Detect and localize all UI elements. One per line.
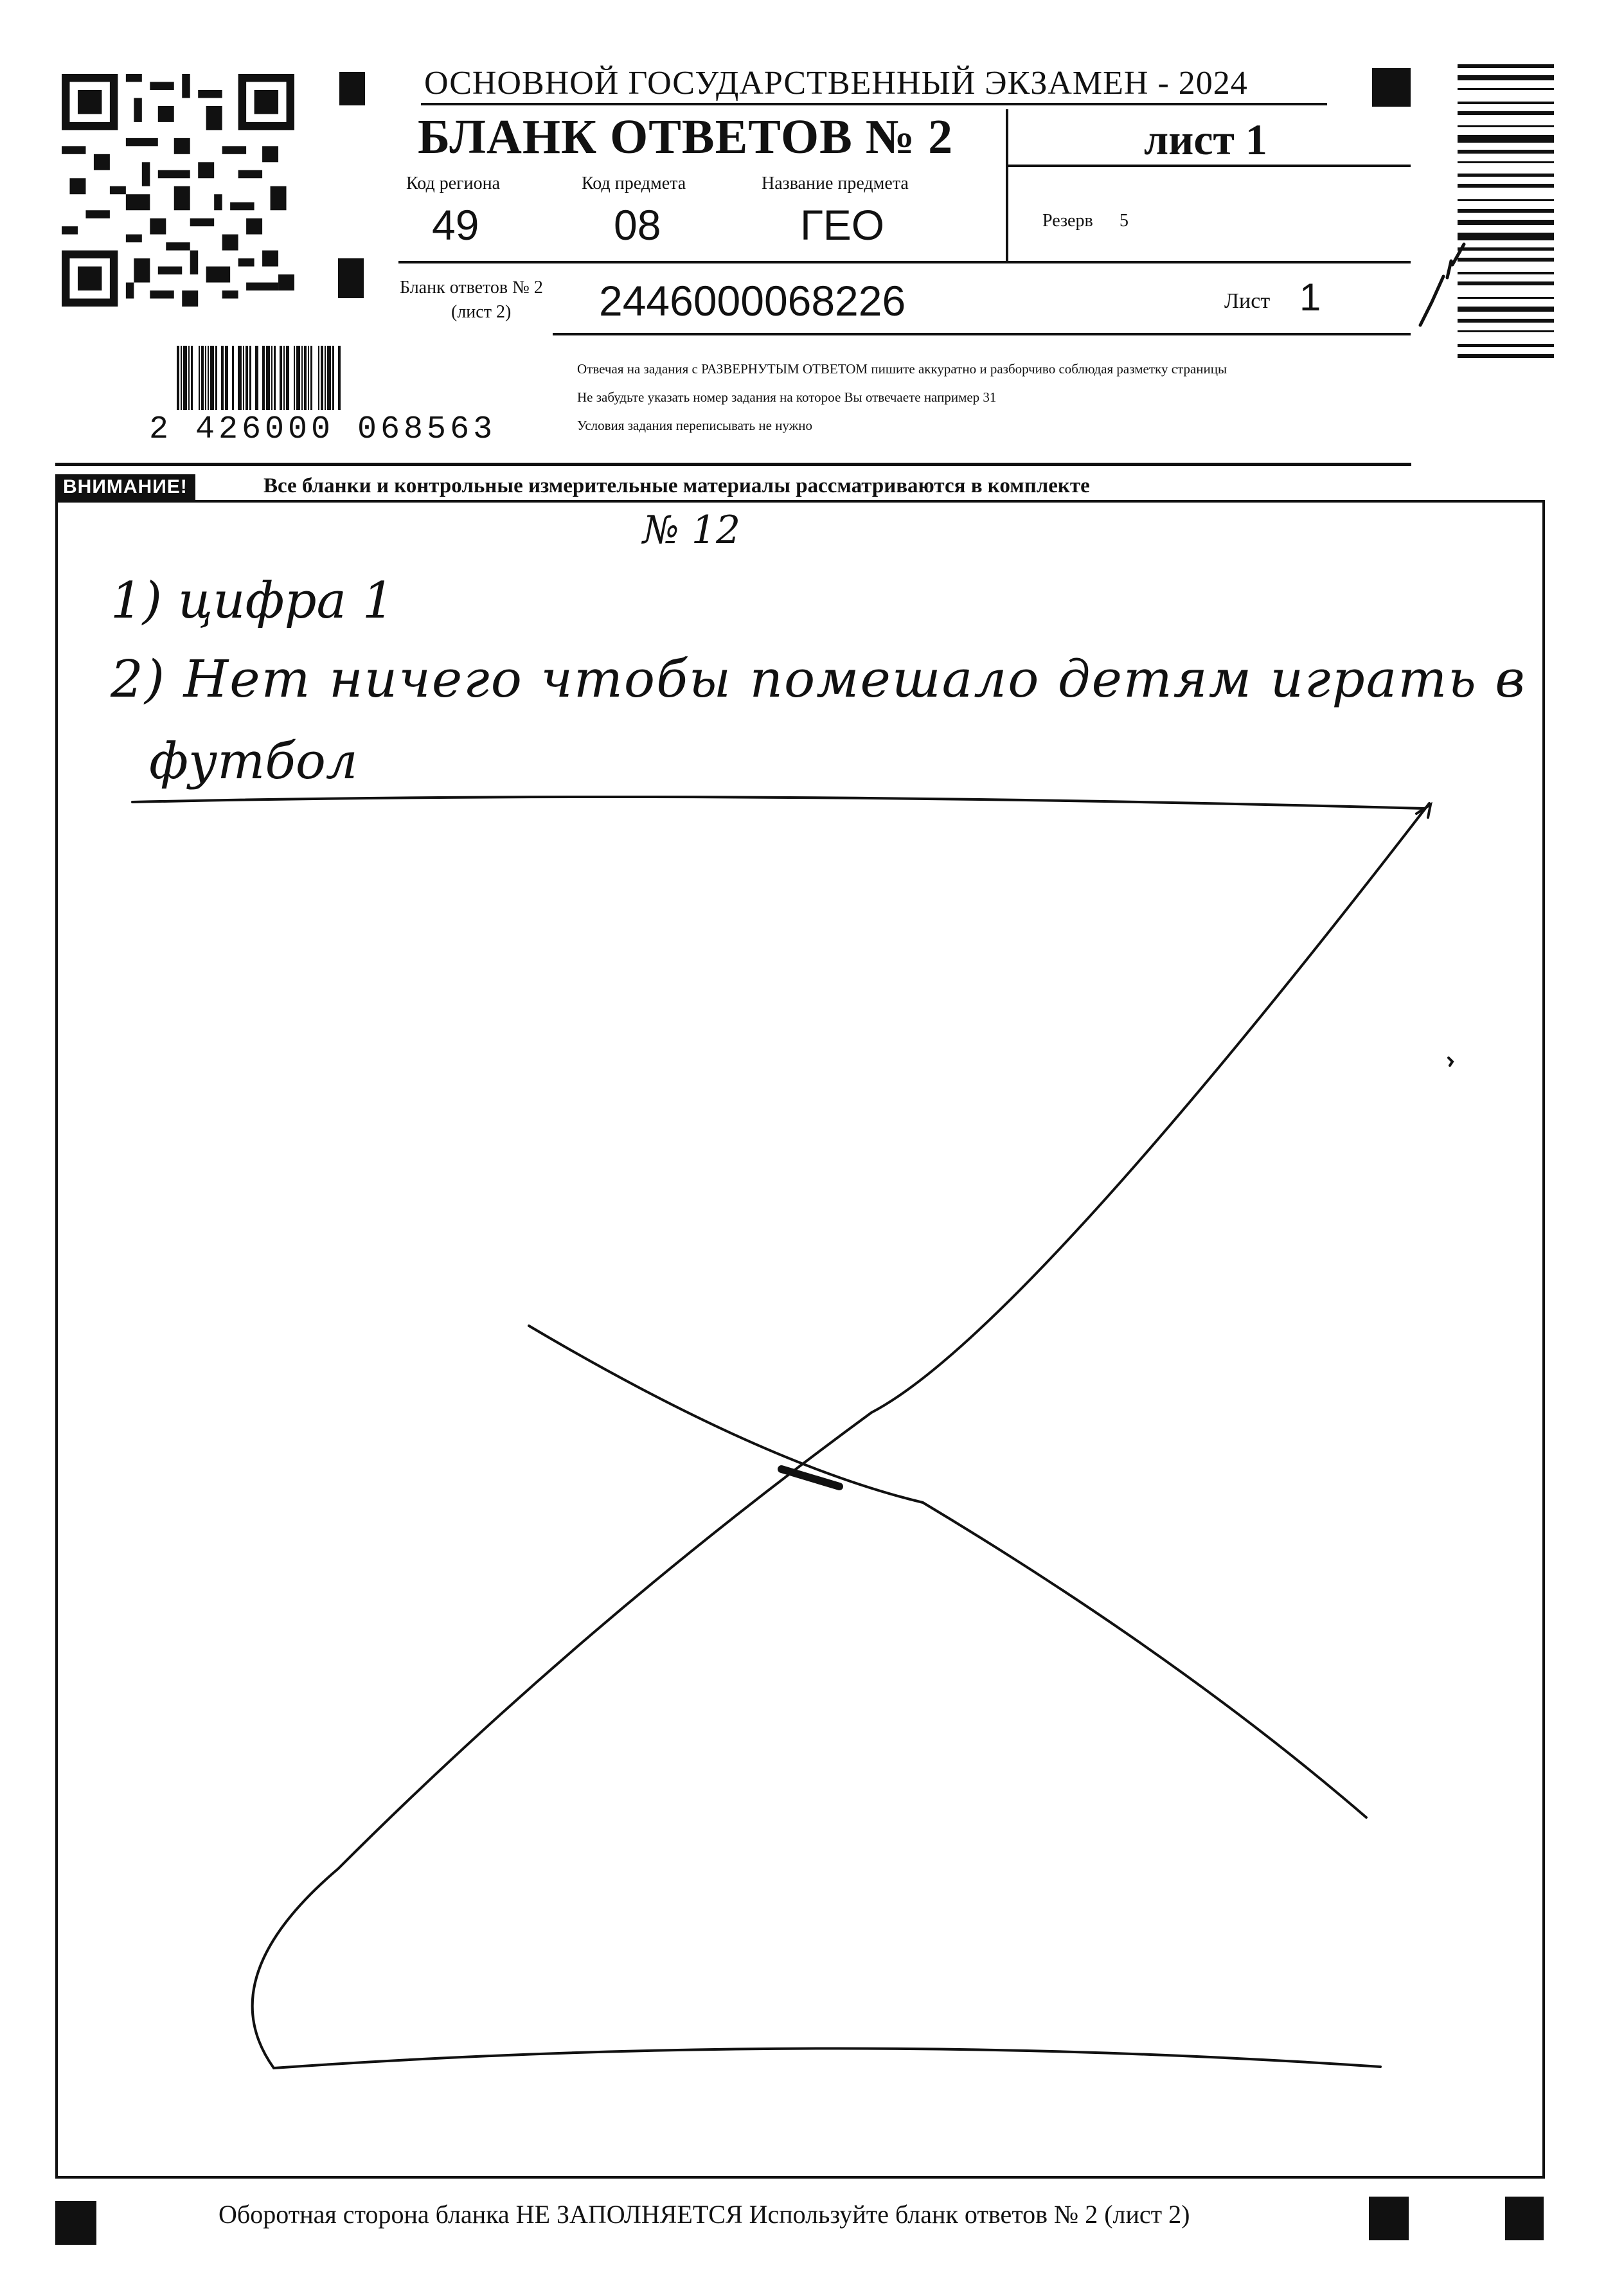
footer-text: Оборотная сторона бланка НЕ ЗАПОЛНЯЕТСЯ Используйте бланк ответов № 2 (лист 2) <box>219 2200 1190 2229</box>
task-number: № 12 <box>643 508 741 553</box>
region-code-label: Код региона <box>406 174 501 193</box>
reserve-label: Резерв <box>1042 211 1093 231</box>
registration-marker-top-right <box>1372 68 1411 107</box>
registration-marker-bottom-right-1 <box>1369 2197 1409 2240</box>
region-code-value: 49 <box>432 201 479 249</box>
instruction-1: Отвечая на задания с РАЗВЕРНУТЫМ ОТВЕТОМ пишите аккуратно и разборчиво соблюдая разметку страницы <box>577 361 1227 377</box>
header-divider <box>1006 109 1008 262</box>
form2-label-line2: (лист 2) <box>451 302 512 322</box>
form2-label-line1: Бланк ответов № 2 <box>400 278 543 298</box>
reserve-value: 5 <box>1120 211 1129 231</box>
form2-number: 2446000068226 <box>599 277 906 325</box>
barcode-icon <box>177 346 524 418</box>
answer-line-3: футбол <box>149 733 358 790</box>
answer-line-1: 1) цифра 1 <box>111 572 395 630</box>
sheet-number: 1 <box>1299 276 1321 319</box>
strike-through-mark <box>55 500 1545 2179</box>
qr-code-icon <box>62 71 294 310</box>
exam-title-underline <box>421 103 1327 105</box>
header-rule-3 <box>553 333 1411 335</box>
registration-marker-middle-left <box>338 258 364 298</box>
subject-code-value: 08 <box>614 201 661 249</box>
attention-text: Все бланки и контрольные измерительные материалы рассматриваются в комплекте <box>263 474 1090 497</box>
registration-marker-bottom-left <box>55 2201 96 2245</box>
registration-marker-bottom-right-2 <box>1505 2197 1544 2240</box>
header-rule-2 <box>398 261 1411 263</box>
instruction-2: Не забудьте указать номер задания на которое Вы отвечаете например 31 <box>577 389 997 405</box>
header-rule-1 <box>1006 165 1411 167</box>
answer-line-2: 2) Нет ничего чтобы помешало детям играть в <box>111 649 1526 709</box>
registration-marker-top-left <box>339 72 365 105</box>
instruction-3: Условия задания переписывать не нужно <box>577 418 812 433</box>
sheet-label: Лист <box>1224 289 1271 313</box>
header-rule-4 <box>55 463 1411 466</box>
pen-mark-icon <box>1413 239 1470 329</box>
attention-badge: ВНИМАНИЕ! <box>55 474 195 500</box>
sheet-title: лист 1 <box>1144 115 1267 164</box>
subject-name-label: Название предмета <box>762 174 909 193</box>
side-barcode-icon <box>1458 64 1554 456</box>
subject-name-value: ГЕО <box>800 201 885 249</box>
form-title: БЛАНК ОТВЕТОВ № 2 <box>418 110 954 164</box>
exam-title: ОСНОВНОЙ ГОСУДАРСТВЕННЫЙ ЭКЗАМЕН - 2024 <box>424 65 1248 102</box>
barcode-digits: 2 426000 068563 <box>149 411 497 448</box>
subject-code-label: Код предмета <box>582 174 686 193</box>
